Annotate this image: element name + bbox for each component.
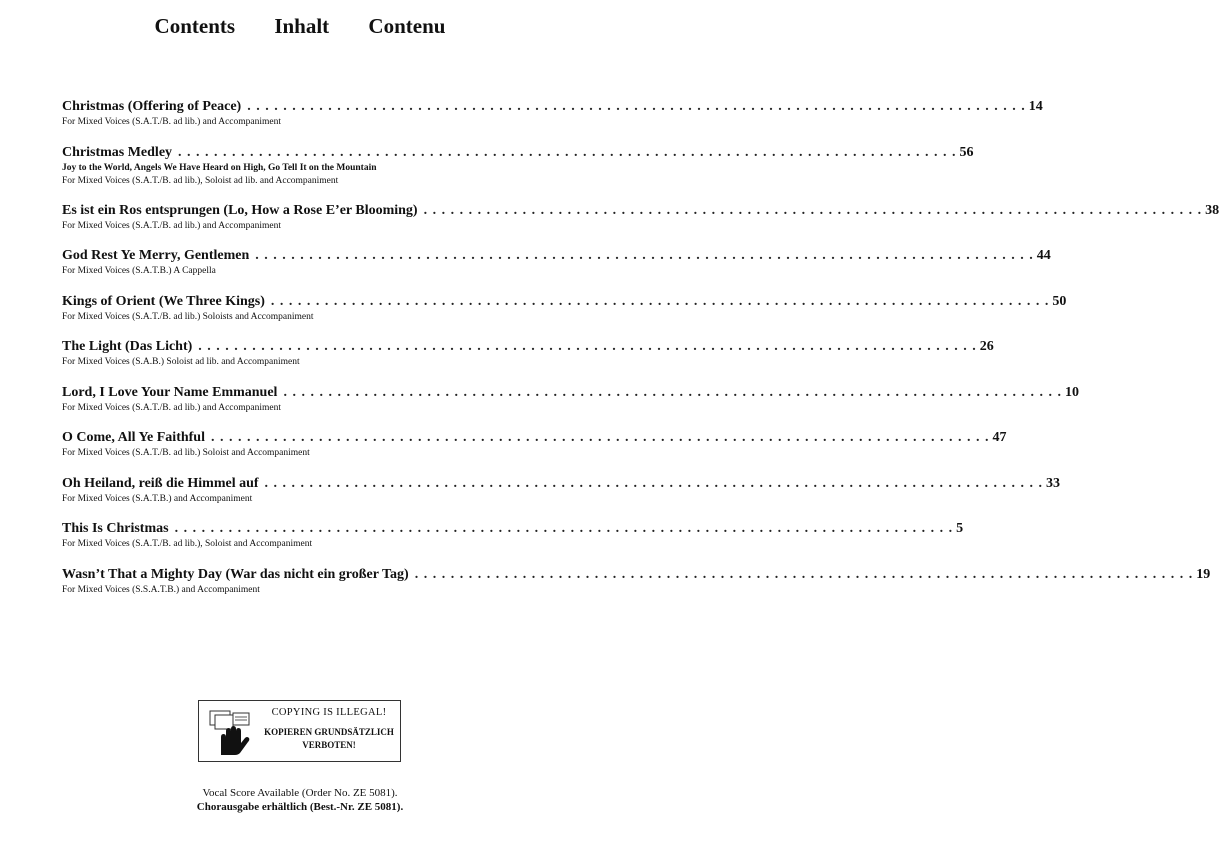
page-header (0, 14, 600, 39)
toc-entry-page: 14 (1028, 99, 1043, 114)
warning-german-line-1: KOPIEREN GRUNDSÄTZLICH (264, 727, 394, 737)
leader-dots: . . . . . . . . . . . . . . . . . . . . . . . . . . . . . . . . . . . . . . . . . . . . . . . . . . . . . . . . . . . . . . . . . . . . . . . . . . . . . . . . . . . . . . . (414, 566, 1194, 582)
toc-entry[interactable] (62, 566, 1211, 612)
toc-entry-title: This Is Christmas (62, 521, 169, 536)
toc-entry-title: O Come, All Ye Faithful (62, 430, 205, 445)
page-footer (0, 786, 600, 814)
toc-entry-title: Christmas Medley (62, 144, 173, 160)
toc-entry-page: 38 (1205, 202, 1219, 218)
toc-entry[interactable] (62, 144, 974, 202)
toc-entry-title: Lord, I Love Your Name Emmanuel (62, 384, 278, 400)
footer-german: Chorausgabe erhältlich (Best.-Nr. ZE 5081). (196, 801, 404, 813)
leader-dots: . . . . . . . . . . . . . . . . . . . . . . . . . . . . . . . . . . . . . . . . . . . . . . . . . . . . . . . . . . . . . . . . . . . . . . . . . . . . . . . . . . . . . . . (178, 144, 957, 160)
header-contents: Contents (154, 14, 236, 38)
toc-entry-title: Es ist ein Ros entsprungen (Lo, How a Rose E’er Blooming) (62, 202, 418, 218)
toc-entry-line (62, 202, 1219, 220)
warning-title: COPYING IS ILLEGAL! (271, 707, 387, 718)
toc-entry[interactable] (62, 247, 1051, 293)
leader-dots: . . . . . . . . . . . . . . . . . . . . . . . . . . . . . . . . . . . . . . . . . . . . . . . . . . . . . . . . . . . . . . . . . . . . . . . . . . . . . . . . . . . . . . . (198, 339, 977, 354)
footer-english: Vocal Score Available (Order No. ZE 5081). (202, 787, 398, 799)
leader-dots: . . . . . . . . . . . . . . . . . . . . . . . . . . . . . . . . . . . . . . . . . . . . . . . . . . . . . . . . . . . . . . . . . . . . . . . . . . . . . . . . . . . . . . . (270, 293, 1050, 309)
toc-entry-voices: For Mixed Voices (S.A.B.) Soloist ad lib. and Accompaniment (62, 357, 300, 367)
toc-entry-page: 19 (1196, 566, 1211, 582)
leader-dots: . . . . . . . . . . . . . . . . . . . . . . . . . . . . . . . . . . . . . . . . . . . . . . . . . . . . . . . . . . . . . . . . . . . . . . . . . . . . . . . . . . . . . . . (247, 99, 1026, 114)
header-contenu: Contenu (368, 14, 446, 38)
toc-entry-voices: For Mixed Voices (S.A.T./B. ad lib.) and Accompaniment (62, 220, 282, 231)
leader-dots: . . . . . . . . . . . . . . . . . . . . . . . . . . . . . . . . . . . . . . . . . . . . . . . . . . . . . . . . . . . . . . . . . . . . . . . . . . . . . . . . . . . . . . . (423, 202, 1203, 218)
toc-entry[interactable] (62, 520, 964, 566)
toc-entry-page: 5 (956, 521, 964, 536)
toc-entry[interactable] (62, 293, 1067, 339)
toc-entry-line (62, 98, 1043, 116)
toc-entry-line (62, 384, 1079, 402)
toc-entry-line (62, 429, 1007, 447)
leader-dots: . . . . . . . . . . . . . . . . . . . . . . . . . . . . . . . . . . . . . . . . . . . . . . . . . . . . . . . . . . . . . . . . . . . . . . . . . . . . . . . . . . . . . . . (264, 475, 1044, 491)
table-of-contents (62, 98, 1219, 611)
toc-entry-title: The Light (Das Licht) (62, 339, 193, 354)
toc-entry-voices: For Mixed Voices (S.A.T./B. ad lib.) Soloist and Accompaniment (62, 448, 310, 458)
toc-entry-voices: For Mixed Voices (S.S.A.T.B.) and Accompaniment (62, 584, 260, 595)
leader-dots: . . . . . . . . . . . . . . . . . . . . . . . . . . . . . . . . . . . . . . . . . . . . . . . . . . . . . . . . . . . . . . . . . . . . . . . . . . . . . . . . . . . . . . . (174, 521, 954, 536)
toc-entry-title: Wasn’t That a Mighty Day (War das nicht ein großer Tag) (62, 566, 409, 582)
toc-entry-title: God Rest Ye Merry, Gentlemen (62, 248, 250, 263)
copyright-warning-box (198, 700, 401, 762)
toc-entry-page: 33 (1046, 475, 1061, 491)
toc-entry-title: Oh Heiland, reiß die Himmel auf (62, 475, 259, 491)
toc-entry-line (62, 520, 964, 538)
toc-entry-line (62, 338, 994, 356)
toc-entry-line (62, 247, 1051, 265)
toc-entry-voices: For Mixed Voices (S.A.T.B.) A Cappella (62, 266, 216, 276)
toc-entry-voices: For Mixed Voices (S.A.T./B. ad lib.) and Accompaniment (62, 117, 282, 127)
toc-entry-voices: For Mixed Voices (S.A.T.B.) and Accompaniment (62, 493, 253, 504)
toc-entry-voices: For Mixed Voices (S.A.T./B. ad lib.) and Accompaniment (62, 402, 282, 413)
leader-dots: . . . . . . . . . . . . . . . . . . . . . . . . . . . . . . . . . . . . . . . . . . . . . . . . . . . . . . . . . . . . . . . . . . . . . . . . . . . . . . . . . . . . . . . (283, 384, 1062, 400)
toc-entry-title: Kings of Orient (We Three Kings) (62, 293, 265, 309)
toc-entry[interactable] (62, 338, 994, 384)
leader-dots: . . . . . . . . . . . . . . . . . . . . . . . . . . . . . . . . . . . . . . . . . . . . . . . . . . . . . . . . . . . . . . . . . . . . . . . . . . . . . . . . . . . . . . . (210, 430, 990, 445)
toc-entry-voices: For Mixed Voices (S.A.T./B. ad lib.), Soloist and Accompaniment (62, 539, 313, 549)
header-inhalt: Inhalt (274, 14, 330, 38)
leader-dots: . . . . . . . . . . . . . . . . . . . . . . . . . . . . . . . . . . . . . . . . . . . . . . . . . . . . . . . . . . . . . . . . . . . . . . . . . . . . . . . . . . . . . . . (255, 248, 1034, 263)
toc-entry[interactable] (62, 384, 1079, 430)
toc-entry-page: 44 (1036, 248, 1051, 263)
toc-entry-voices: For Mixed Voices (S.A.T./B. ad lib.) Soloists and Accompaniment (62, 311, 314, 322)
toc-entry-page: 47 (992, 430, 1007, 445)
toc-entry-title: Christmas (Offering of Peace) (62, 99, 242, 114)
copier-hand-icon (207, 707, 257, 757)
toc-entry[interactable] (62, 202, 1219, 248)
toc-entry-line (62, 144, 974, 162)
toc-entry[interactable] (62, 475, 1061, 521)
toc-entry-page: 56 (959, 144, 974, 160)
toc-entry-line (62, 566, 1211, 584)
toc-entry-subtitle: Joy to the World, Angels We Have Heard on High, Go Tell It on the Mountain (62, 162, 377, 173)
toc-entry-list (62, 98, 1219, 611)
toc-entry-line (62, 293, 1067, 311)
warning-german (259, 726, 399, 752)
toc-entry-page: 10 (1064, 384, 1079, 400)
toc-entry-line (62, 475, 1061, 493)
toc-entry[interactable] (62, 98, 1043, 144)
toc-entry[interactable] (62, 429, 1007, 475)
toc-entry-page: 26 (979, 339, 994, 354)
warning-german-line-2: VERBOTEN! (302, 740, 356, 750)
toc-entry-page: 50 (1052, 293, 1067, 309)
toc-entry-voices: For Mixed Voices (S.A.T./B. ad lib.), Soloist ad lib. and Accompaniment (62, 175, 339, 186)
